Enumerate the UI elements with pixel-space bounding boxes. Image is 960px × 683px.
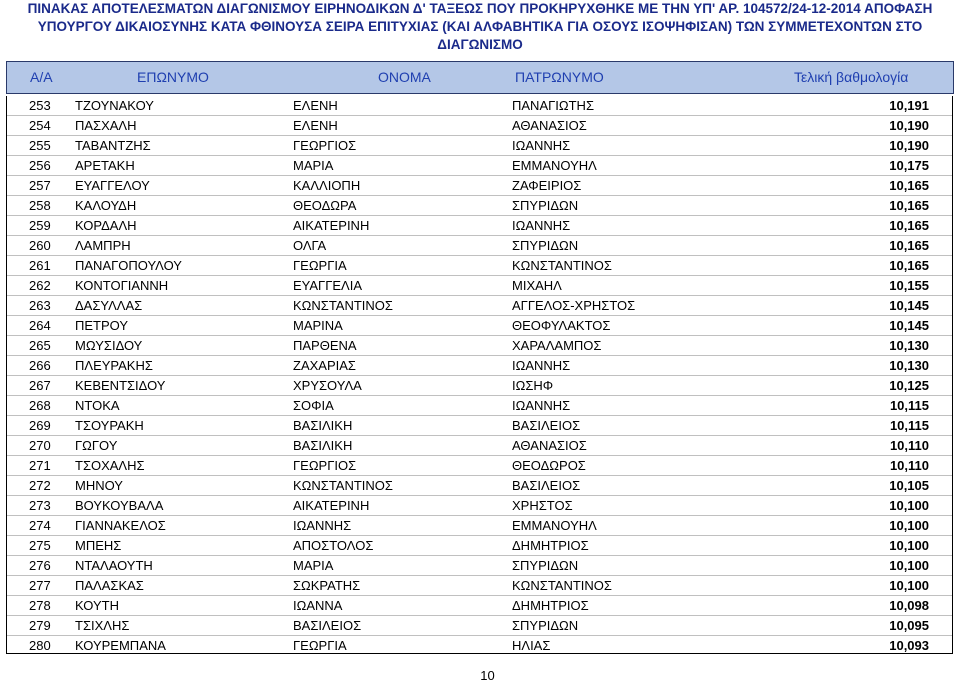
- cell-patronymo: ΠΑΝΑΓΙΩΤΗΣ: [512, 98, 594, 113]
- table-row: [7, 556, 952, 576]
- cell-eponymo: ΤΣΙΧΛΗΣ: [75, 618, 130, 633]
- cell-score: 10,145: [889, 298, 929, 313]
- cell-eponymo: ΚΕΒΕΝΤΣΙΔΟΥ: [75, 378, 166, 393]
- cell-onoma: ΖΑΧΑΡΙΑΣ: [293, 358, 356, 373]
- cell-patronymo: ΣΠΥΡΙΔΩΝ: [512, 238, 579, 253]
- cell-eponymo: ΝΤΑΛΑΟΥΤΗ: [75, 558, 153, 573]
- cell-aa: 273: [29, 498, 51, 513]
- cell-patronymo: ΧΡΗΣΤΟΣ: [512, 498, 573, 513]
- table-row: [7, 216, 952, 236]
- cell-eponymo: ΚΟΥΡΕΜΠΑΝΑ: [75, 638, 166, 653]
- cell-score: 10,165: [889, 218, 929, 233]
- cell-onoma: ΓΕΩΡΓΙΟΣ: [293, 138, 357, 153]
- cell-onoma: ΒΑΣΙΛΙΚΗ: [293, 438, 353, 453]
- cell-eponymo: ΕΥΑΓΓΕΛΟΥ: [75, 178, 150, 193]
- cell-aa: 260: [29, 238, 51, 253]
- cell-aa: 254: [29, 118, 51, 133]
- cell-eponymo: ΒΟΥΚΟΥΒΑΛΑ: [75, 498, 164, 513]
- table-row: [7, 456, 952, 476]
- cell-eponymo: ΑΡΕΤΑΚΗ: [75, 158, 135, 173]
- cell-score: 10,095: [889, 618, 929, 633]
- page-number: 10: [480, 668, 495, 683]
- document-title: [0, 0, 960, 54]
- cell-onoma: ΧΡΥΣΟΥΛΑ: [293, 378, 362, 393]
- cell-patronymo: ΧΑΡΑΛΑΜΠΟΣ: [512, 338, 602, 353]
- cell-score: 10,130: [889, 338, 929, 353]
- cell-score: 10,165: [889, 198, 929, 213]
- cell-patronymo: ΣΠΥΡΙΔΩΝ: [512, 618, 579, 633]
- cell-eponymo: ΜΩΥΣΙΔΟΥ: [75, 338, 143, 353]
- header-patronymo: ΠΑΤΡΩΝΥΜΟ: [515, 69, 604, 85]
- title-line-2: ΥΠΟΥΡΓΟΥ ΔΙΚΑΙΟΣΥΝΗΣ ΚΑΤΑ ΦΘΙΝΟΥΣΑ ΣΕΙΡΑ ΕΠΙΤΥΧΙΑΣ (ΚΑΙ ΑΛΦΑΒΗΤΙΚΑ ΓΙΑ ΟΣΟΥΣ ΙΣΟΨΗΦΙΣΑΝ) ΤΩΝ ΣΥΜΜΕΤΕΧΟΝΤΩΝ ΣΤΟ: [37, 19, 923, 34]
- cell-aa: 265: [29, 338, 51, 353]
- cell-score: 10,175: [889, 158, 929, 173]
- cell-patronymo: ΕΜΜΑΝΟΥΗΛ: [512, 518, 597, 533]
- cell-score: 10,165: [889, 238, 929, 253]
- cell-aa: 268: [29, 398, 51, 413]
- cell-aa: 255: [29, 138, 51, 153]
- cell-aa: 277: [29, 578, 51, 593]
- cell-onoma: ΕΥΑΓΓΕΛΙΑ: [293, 278, 363, 293]
- cell-score: 10,115: [889, 398, 929, 413]
- cell-score: 10,100: [889, 558, 929, 573]
- table-row: [7, 336, 952, 356]
- cell-patronymo: ΒΑΣΙΛΕΙΟΣ: [512, 478, 581, 493]
- cell-aa: 259: [29, 218, 51, 233]
- cell-patronymo: ΣΠΥΡΙΔΩΝ: [512, 558, 579, 573]
- cell-onoma: ΒΑΣΙΛΕΙΟΣ: [293, 618, 362, 633]
- cell-onoma: ΜΑΡΙΑ: [293, 158, 334, 173]
- table-row: [7, 516, 952, 536]
- cell-onoma: ΑΙΚΑΤΕΡΙΝΗ: [293, 498, 370, 513]
- cell-eponymo: ΠΑΛΑΣΚΑΣ: [75, 578, 144, 593]
- cell-aa: 275: [29, 538, 51, 553]
- cell-onoma: ΒΑΣΙΛΙΚΗ: [293, 418, 353, 433]
- table-row: [7, 356, 952, 376]
- results-table: [6, 96, 953, 654]
- cell-patronymo: ΣΠΥΡΙΔΩΝ: [512, 198, 579, 213]
- cell-onoma: ΣΩΚΡΑΤΗΣ: [293, 578, 361, 593]
- cell-aa: 262: [29, 278, 51, 293]
- cell-eponymo: ΔΑΣΥΛΛΑΣ: [75, 298, 143, 313]
- cell-score: 10,100: [889, 498, 929, 513]
- cell-onoma: ΕΛΕΝΗ: [293, 118, 338, 133]
- cell-patronymo: ΜΙΧΑΗΛ: [512, 278, 562, 293]
- table-row: [7, 416, 952, 436]
- cell-eponymo: ΠΑΣΧΑΛΗ: [75, 118, 137, 133]
- cell-onoma: ΚΩΝΣΤΑΝΤΙΝΟΣ: [293, 298, 393, 313]
- table-row: [7, 136, 952, 156]
- table-row: [7, 536, 952, 556]
- cell-patronymo: ΑΘΑΝΑΣΙΟΣ: [512, 438, 587, 453]
- cell-patronymo: ΙΩΑΝΝΗΣ: [512, 218, 571, 233]
- cell-aa: 267: [29, 378, 51, 393]
- table-row: [7, 636, 952, 656]
- cell-eponymo: ΓΩΓΟΥ: [75, 438, 118, 453]
- header-aa: Α/Α: [30, 69, 53, 85]
- cell-eponymo: ΚΟΝΤΟΓΙΑΝΝΗ: [75, 278, 169, 293]
- cell-patronymo: ΗΛΙΑΣ: [512, 638, 551, 653]
- cell-score: 10,165: [889, 258, 929, 273]
- cell-onoma: ΚΑΛΛΙΟΠΗ: [293, 178, 361, 193]
- cell-eponymo: ΤΣΟΧΑΛΗΣ: [75, 458, 145, 473]
- cell-patronymo: ΘΕΟΦΥΛΑΚΤΟΣ: [512, 318, 611, 333]
- cell-onoma: ΠΑΡΘΕΝΑ: [293, 338, 357, 353]
- cell-score: 10,098: [889, 598, 929, 613]
- table-row: [7, 176, 952, 196]
- title-line-3: ΔΙΑΓΩΝΙΣΜΟ: [437, 37, 523, 52]
- cell-patronymo: ΙΩΑΝΝΗΣ: [512, 138, 571, 153]
- cell-onoma: ΟΛΓΑ: [293, 238, 327, 253]
- table-row: [7, 96, 952, 116]
- cell-onoma: ΜΑΡΙΝΑ: [293, 318, 343, 333]
- cell-eponymo: ΠΛΕΥΡΑΚΗΣ: [75, 358, 153, 373]
- cell-score: 10,145: [889, 318, 929, 333]
- cell-aa: 253: [29, 98, 51, 113]
- cell-onoma: ΓΕΩΡΓΙΟΣ: [293, 458, 357, 473]
- cell-patronymo: ΙΩΑΝΝΗΣ: [512, 358, 571, 373]
- cell-aa: 272: [29, 478, 51, 493]
- cell-eponymo: ΚΟΥΤΗ: [75, 598, 119, 613]
- cell-score: 10,093: [889, 638, 929, 653]
- cell-aa: 258: [29, 198, 51, 213]
- cell-eponymo: ΜΠΕΗΣ: [75, 538, 122, 553]
- cell-onoma: ΑΠΟΣΤΟΛΟΣ: [293, 538, 374, 553]
- cell-score: 10,105: [889, 478, 929, 493]
- cell-onoma: ΣΟΦΙΑ: [293, 398, 334, 413]
- cell-eponymo: ΠΕΤΡΟΥ: [75, 318, 129, 333]
- cell-eponymo: ΚΟΡΔΑΛΗ: [75, 218, 137, 233]
- table-row: [7, 376, 952, 396]
- cell-score: 10,190: [889, 118, 929, 133]
- table-row: [7, 496, 952, 516]
- cell-patronymo: ΖΑΦΕΙΡΙΟΣ: [512, 178, 582, 193]
- title-line-1: ΠΙΝΑΚΑΣ ΑΠΟΤΕΛΕΣΜΑΤΩΝ ΔΙΑΓΩΝΙΣΜΟΥ ΕΙΡΗΝΟΔΙΚΩΝ Δ' ΤΑΞΕΩΣ ΠΟΥ ΠΡΟΚΗΡΥΧΘΗΚΕ ΜΕ ΤΗΝ ΥΠ' ΑΡ. 104572/24-12-2014 ΑΠΟΦΑΣΗ: [27, 1, 933, 16]
- cell-eponymo: ΜΗΝΟΥ: [75, 478, 123, 493]
- cell-score: 10,100: [889, 578, 929, 593]
- cell-aa: 278: [29, 598, 51, 613]
- table-row: [7, 296, 952, 316]
- cell-aa: 261: [29, 258, 51, 273]
- cell-aa: 274: [29, 518, 51, 533]
- cell-patronymo: ΙΩΑΝΝΗΣ: [512, 398, 571, 413]
- cell-eponymo: ΠΑΝΑΓΟΠΟΥΛΟΥ: [75, 258, 182, 273]
- cell-aa: 279: [29, 618, 51, 633]
- cell-patronymo: ΚΩΝΣΤΑΝΤΙΝΟΣ: [512, 258, 612, 273]
- cell-aa: 263: [29, 298, 51, 313]
- cell-patronymo: ΔΗΜΗΤΡΙΟΣ: [512, 538, 589, 553]
- cell-score: 10,115: [889, 418, 929, 433]
- cell-onoma: ΘΕΟΔΩΡΑ: [293, 198, 357, 213]
- table-row: [7, 316, 952, 336]
- table-row: [7, 396, 952, 416]
- cell-onoma: ΜΑΡΙΑ: [293, 558, 334, 573]
- table-row: [7, 256, 952, 276]
- table-row: [7, 116, 952, 136]
- cell-eponymo: ΤΖΟΥΝΑΚΟΥ: [75, 98, 154, 113]
- cell-onoma: ΙΩΑΝΝΗΣ: [293, 518, 352, 533]
- cell-score: 10,110: [889, 438, 929, 453]
- cell-patronymo: ΑΘΑΝΑΣΙΟΣ: [512, 118, 587, 133]
- table-header: [6, 61, 954, 94]
- cell-eponymo: ΤΣΟΥΡΑΚΗ: [75, 418, 144, 433]
- cell-score: 10,155: [889, 278, 929, 293]
- table-row: [7, 576, 952, 596]
- header-score: Τελική βαθμολογία: [794, 69, 909, 85]
- cell-aa: 280: [29, 638, 51, 653]
- cell-onoma: ΕΛΕΝΗ: [293, 98, 338, 113]
- cell-aa: 271: [29, 458, 51, 473]
- cell-eponymo: ΛΑΜΠΡΗ: [75, 238, 131, 253]
- cell-patronymo: ΘΕΟΔΩΡΟΣ: [512, 458, 586, 473]
- cell-score: 10,125: [889, 378, 929, 393]
- table-row: [7, 596, 952, 616]
- table-row: [7, 436, 952, 456]
- cell-score: 10,100: [889, 538, 929, 553]
- table-row: [7, 276, 952, 296]
- table-row: [7, 196, 952, 216]
- cell-aa: 276: [29, 558, 51, 573]
- cell-score: 10,100: [889, 518, 929, 533]
- cell-eponymo: ΓΙΑΝΝΑΚΕΛΟΣ: [75, 518, 166, 533]
- cell-aa: 270: [29, 438, 51, 453]
- cell-patronymo: ΕΜΜΑΝΟΥΗΛ: [512, 158, 597, 173]
- table-row: [7, 476, 952, 496]
- cell-aa: 264: [29, 318, 51, 333]
- cell-onoma: ΓΕΩΡΓΙΑ: [293, 638, 347, 653]
- cell-aa: 257: [29, 178, 51, 193]
- cell-score: 10,110: [889, 458, 929, 473]
- table-row: [7, 156, 952, 176]
- cell-onoma: ΙΩΑΝΝΑ: [293, 598, 343, 613]
- cell-eponymo: ΝΤΟΚΑ: [75, 398, 120, 413]
- cell-patronymo: ΔΗΜΗΤΡΙΟΣ: [512, 598, 589, 613]
- cell-score: 10,130: [889, 358, 929, 373]
- cell-onoma: ΑΙΚΑΤΕΡΙΝΗ: [293, 218, 370, 233]
- cell-eponymo: ΚΑΛΟΥΔΗ: [75, 198, 137, 213]
- table-row: [7, 616, 952, 636]
- header-onoma: ΟΝΟΜΑ: [378, 69, 431, 85]
- cell-score: 10,191: [889, 98, 929, 113]
- cell-score: 10,190: [889, 138, 929, 153]
- cell-patronymo: ΚΩΝΣΤΑΝΤΙΝΟΣ: [512, 578, 612, 593]
- cell-patronymo: ΑΓΓΕΛΟΣ-ΧΡΗΣΤΟΣ: [512, 298, 636, 313]
- cell-patronymo: ΙΩΣΗΦ: [512, 378, 554, 393]
- cell-onoma: ΓΕΩΡΓΙΑ: [293, 258, 347, 273]
- cell-aa: 269: [29, 418, 51, 433]
- cell-aa: 256: [29, 158, 51, 173]
- cell-onoma: ΚΩΝΣΤΑΝΤΙΝΟΣ: [293, 478, 393, 493]
- cell-score: 10,165: [889, 178, 929, 193]
- cell-aa: 266: [29, 358, 51, 373]
- table-row: [7, 236, 952, 256]
- cell-eponymo: ΤΑΒΑΝΤΖΗΣ: [75, 138, 151, 153]
- cell-patronymo: ΒΑΣΙΛΕΙΟΣ: [512, 418, 581, 433]
- header-eponymo: ΕΠΩΝΥΜΟ: [137, 69, 209, 85]
